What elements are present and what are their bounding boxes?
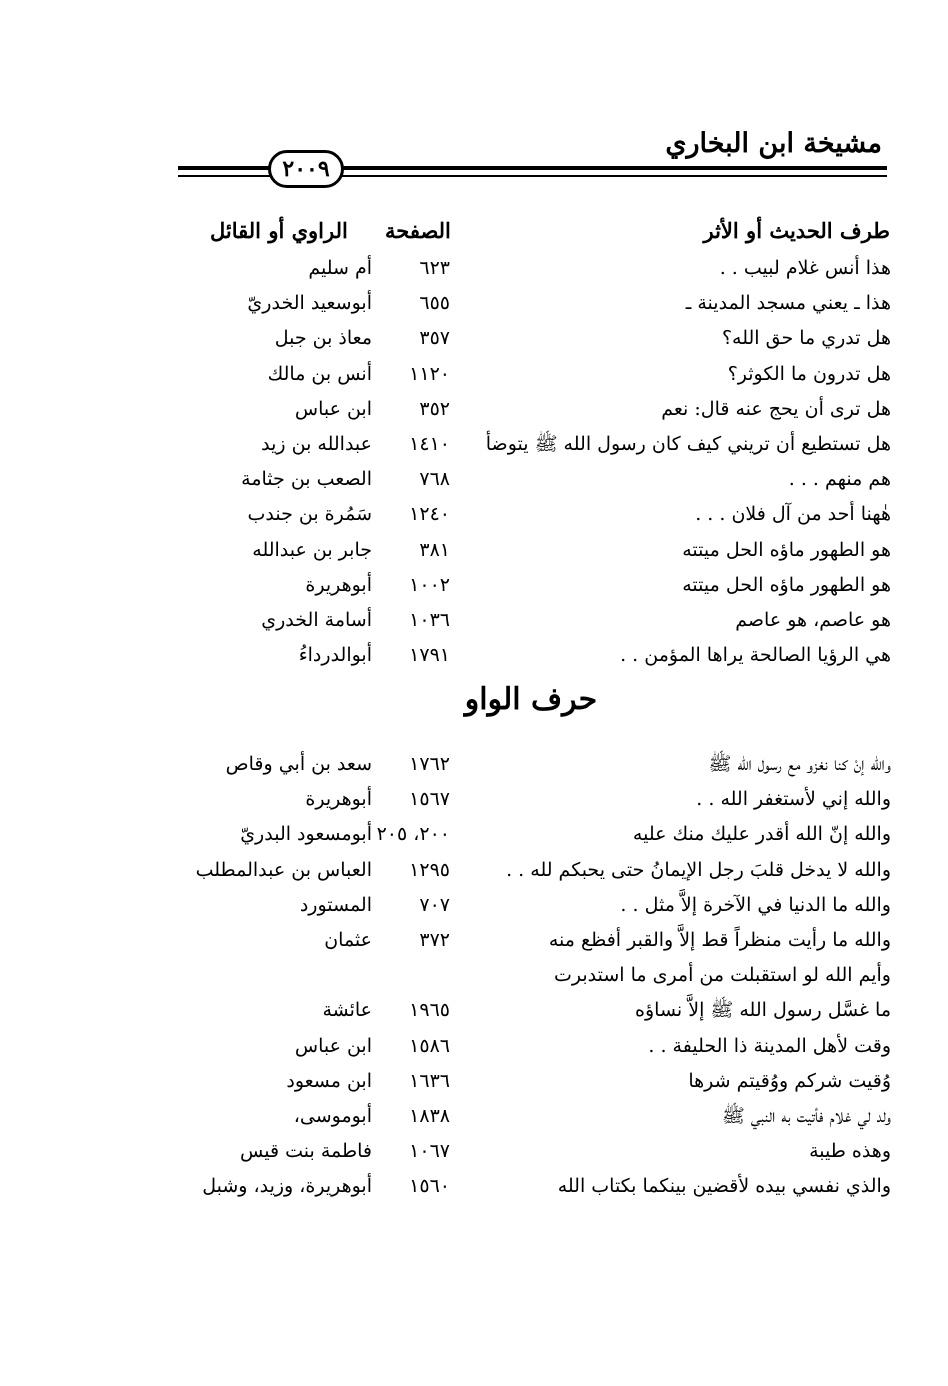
narrator-name: أنس بن مالك: [267, 362, 372, 385]
hadith-text: ما غسَّل رسول الله ﷺ إلاَّ نساؤه: [635, 999, 891, 1022]
narrator-name: أبوالدرداءُ: [298, 644, 372, 667]
narrator-name: ابن مسعود: [286, 1069, 372, 1092]
index-entry: [0, 428, 948, 463]
index-entry: [0, 1030, 948, 1065]
page-ref: ١٥٦٧: [409, 788, 450, 811]
page-ref: ٧٦٨: [419, 468, 450, 491]
narrator-name: عثمان: [324, 929, 372, 951]
narrator-name: أبوهريرة: [305, 788, 372, 811]
page-ref: ١٧٩١: [409, 644, 450, 667]
page-ref: ١٢٤٠: [409, 503, 450, 526]
index-entry: [0, 287, 948, 322]
page-ref: ١٥٦٠: [409, 1175, 450, 1198]
hadith-text: وقت لأهل المدينة ذا الحليفة . .: [648, 1034, 891, 1057]
page-ref: ١٦٣٦: [409, 1069, 450, 1092]
hadith-text: والله إنّ الله أقدر عليك منك عليه: [632, 823, 891, 846]
index-entry: [0, 889, 948, 924]
hadith-text: هل تستطيع أن تريني كيف كان رسول الله ﷺ يتوضأ: [485, 433, 891, 455]
narrator-name: أسامة الخدري: [261, 609, 372, 631]
page-ref: ٢٠٠، ٢٠٥: [376, 823, 450, 846]
index-entry: [0, 924, 948, 959]
narrator-name: المستورد: [299, 893, 372, 916]
hadith-text: هي الرؤيا الصالحة يراها المؤمن . .: [620, 644, 891, 667]
index-entry: [0, 393, 948, 428]
page-ref: ٣٧٢: [419, 929, 450, 951]
hadith-text: هذا أنس غلام لبيب . .: [719, 257, 891, 279]
narrator-name: العباس بن عبدالمطلب: [195, 858, 372, 881]
index-entry: [0, 534, 948, 569]
section-title: حرف الواو: [464, 682, 598, 717]
header-rule-left: [178, 166, 270, 170]
narrator-name: أبوسعيد الخدريّ: [247, 292, 372, 315]
hadith-text: وُقيت شركم ووُقيتم شرها: [688, 1069, 891, 1092]
index-entry: [0, 1135, 948, 1170]
hadith-text: والله ما الدنيا في الآخرة إلاَّ مثل . .: [620, 893, 891, 916]
column-header-hadith: طرف الحديث أو الأثر: [703, 218, 890, 243]
page-ref: ١٢٩٥: [409, 858, 450, 881]
narrator-name: أم سليم: [308, 257, 372, 279]
narrator-name: أبوهريرة: [305, 573, 372, 596]
narrator-name: سعد بن أبي وقاص: [225, 753, 372, 775]
narrator-name: الصعب بن جثامة: [241, 468, 372, 491]
page-ref: ١٧٦٢: [409, 753, 450, 775]
index-entry: [0, 854, 948, 889]
index-entry: [0, 783, 948, 818]
index-entry: [0, 818, 948, 853]
page-ref: ٧٠٧: [419, 893, 450, 916]
page-ref: ١٥٨٦: [409, 1034, 450, 1057]
hadith-text: ولد لي غلام فأتيت به النبي ﷺ: [721, 1105, 891, 1127]
header-rule-right-thin: [342, 175, 887, 177]
page-ref: ٦٢٣: [419, 257, 450, 279]
hadith-text: والذي نفسي بيده لأقضين بينكما بكتاب الله: [557, 1175, 891, 1198]
page-ref: ١٠٦٧: [409, 1140, 450, 1163]
narrator-name: جابر بن عبدالله: [252, 538, 372, 561]
narrator-name: فاطمة بنت قيس: [240, 1140, 372, 1163]
hadith-text: والله ما رأيت منظراً قط إلاَّ والقبر أفظع منه: [548, 929, 891, 951]
narrator-name: ابن عباس: [294, 397, 372, 420]
index-entry: [0, 748, 948, 783]
index-entry: [0, 1100, 948, 1135]
page-ref: ٣٥٢: [419, 397, 450, 420]
page-ref: ١٠٣٦: [409, 609, 450, 631]
hadith-text: هذا ـ يعني مسجد المدينة ـ: [685, 292, 891, 315]
page-number-badge: [268, 150, 344, 188]
narrator-name: أبوهريرة، وزيد، وشبل: [202, 1175, 372, 1198]
page-ref: ١٩٦٥: [409, 999, 450, 1022]
hadith-text: والله إنْ كنا نغزو مع رسول الله ﷺ: [708, 753, 891, 775]
narrator-name: أبومسعود البدريّ: [240, 823, 372, 846]
index-entry: [0, 604, 948, 639]
column-header-page: الصفحة: [385, 218, 451, 243]
hadith-text: هم منهم . . .: [788, 468, 891, 491]
narrator-name: أبوموسى،: [293, 1105, 372, 1127]
index-entry: [0, 322, 948, 357]
running-header-title: مشيخة ابن البخاري: [665, 128, 882, 159]
narrator-name: عبدالله بن زيد: [261, 433, 372, 455]
index-entry: [0, 358, 948, 393]
hadith-text: هل تدري ما حق الله؟: [721, 327, 891, 350]
hadith-text: هو الطهور ماؤه الحل ميتته: [682, 573, 891, 596]
hadith-text: والله لا يدخل قلبَ رجل الإيمانُ حتى يحبكم لله . .: [506, 858, 891, 881]
index-entry: [0, 959, 948, 994]
header-rule-right: [342, 166, 887, 170]
page-ref: ١٠٠٢: [409, 573, 450, 596]
column-header-narrator: الراوي أو القائل: [210, 218, 348, 243]
index-entry: [0, 569, 948, 604]
hadith-text: والله إني لأستغفر الله . .: [696, 788, 891, 811]
narrator-name: سَمُرة بن جندب: [247, 503, 372, 526]
hadith-text: هل تدرون ما الكوثر؟: [727, 362, 891, 385]
header-rule-left-thin: [178, 175, 270, 177]
narrator-name: ابن عباس: [294, 1034, 372, 1057]
page-number: ٢٠٠٩: [282, 156, 330, 182]
hadith-text: هٰهنا أحد من آل فلان . . .: [695, 503, 891, 526]
hadith-text: هو عاصم، هو عاصم: [735, 609, 891, 631]
index-entry: [0, 994, 948, 1029]
page-ref: ١٤١٠: [409, 433, 450, 455]
index-entry: [0, 1170, 948, 1205]
narrator-name: عائشة: [322, 999, 372, 1022]
index-entry: [0, 639, 948, 674]
page-ref: ١٨٣٨: [409, 1105, 450, 1127]
page-ref: ٣٨١: [419, 538, 450, 561]
page-ref: ١١٢٠: [409, 362, 450, 385]
hadith-text: وهذه طيبة: [809, 1140, 891, 1163]
index-entry: [0, 463, 948, 498]
hadith-text: هل ترى أن يحج عنه قال: نعم: [661, 397, 891, 420]
hadith-text: وأيم الله لو استقبلت من أمرى ما استدبرت: [553, 964, 891, 987]
narrator-name: معاذ بن جبل: [274, 327, 372, 350]
page-ref: ٦٥٥: [419, 292, 450, 315]
index-entry: [0, 1065, 948, 1100]
page-ref: ٣٥٧: [419, 327, 450, 350]
index-entry: [0, 498, 948, 533]
index-entry: [0, 252, 948, 287]
hadith-text: هو الطهور ماؤه الحل ميتته: [682, 538, 891, 561]
